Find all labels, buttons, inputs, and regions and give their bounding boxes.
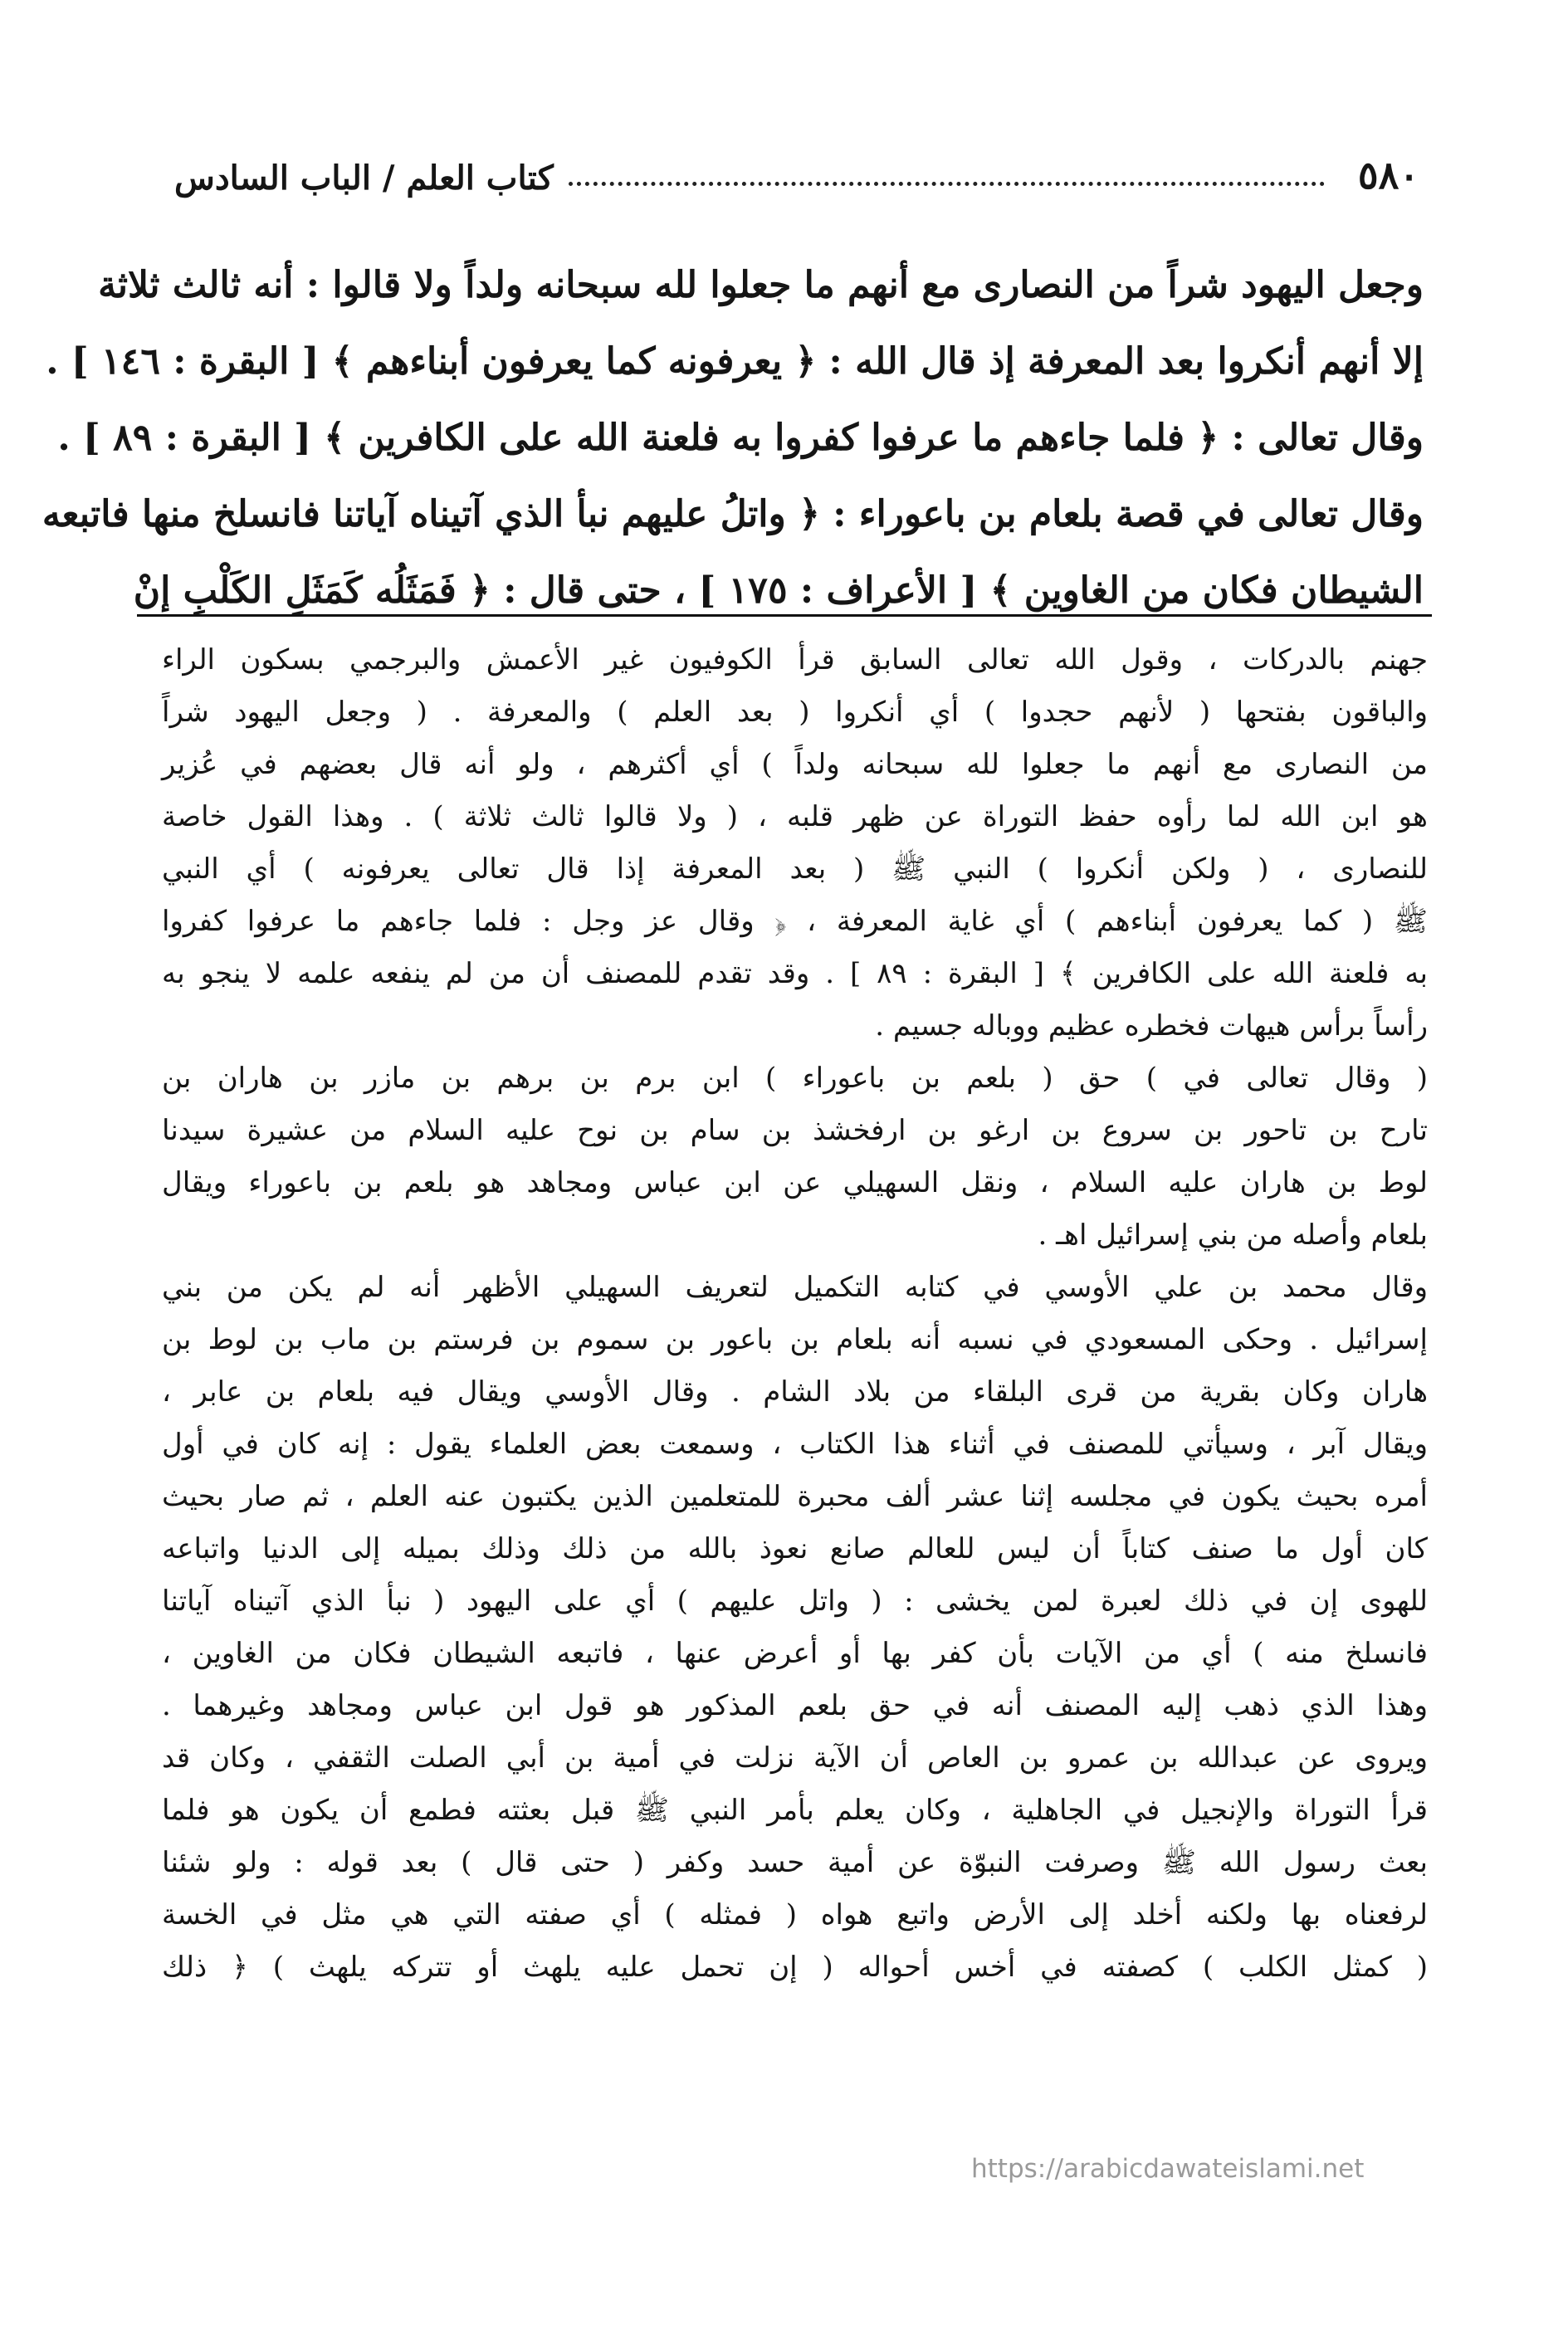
- commentary-line: ويقال آبر ، وسيأتي للمصنف في أثناء هذا الكتاب ، وسمعت بعض العلماء يقول : إنه كان في أول: [162, 1428, 1428, 1461]
- commentary-line: رأساً برأس هيهات فخطره عظيم ووباله جسيم .: [875, 1009, 1428, 1043]
- text-divider: [137, 614, 1432, 617]
- commentary-line: أمره بحيث يكون في مجلسه إثنا عشر ألف محبرة للمتعلمين الذين يكتبون عنه العلم ، ثم صار بحيث: [162, 1480, 1428, 1513]
- header-dotted-leader: [569, 182, 1325, 186]
- running-header: [174, 139, 1419, 198]
- commentary-text: [162, 634, 1428, 1994]
- header-title: كتاب العلم / الباب السادس: [174, 159, 554, 198]
- main-text-line: وقال تعالى في قصة بلعام بن باعوراء : ﴿ واتلُ عليهم نبأ الذي آتيناه آياتنا فانسلخ منها فاتبعه: [42, 493, 1424, 535]
- commentary-line: ( وقال تعالى في ) حق ( بلعم بن باعوراء ) ابن برم بن برهم بن مازر بن هاران بن: [162, 1062, 1428, 1095]
- main-text-line: إلا أنهم أنكروا بعد المعرفة إذ قال الله : ﴿ يعرفونه كما يعرفون أبناءهم ﴾ [ البقرة : ١٤٦ ] .: [46, 340, 1424, 383]
- commentary-line: بلعام وأصله من بني إسرائيل اهـ .: [1038, 1218, 1428, 1252]
- commentary-line: كان أول ما صنف كتاباً أن ليس للعالم صانع نعوذ بالله من ذلك وذلك بميله إلى الدنيا واتباعه: [162, 1532, 1428, 1565]
- commentary-line: ويروى عن عبدالله بن عمرو بن العاص أن الآية نزلت في أمية بن أبي الصلت الثقفي ، وكان قد: [162, 1741, 1428, 1775]
- commentary-line: وهذا الذي ذهب إليه المصنف أنه في حق بلعم المذكور هو قول ابن عباس ومجاهد وغيرهما .: [162, 1689, 1428, 1722]
- main-text-line: الشيطان فكان من الغاوين ﴾ [ الأعراف : ١٧٥ ] ، حتى قال : ﴿ فَمَثَلُه كَمَثَلِ الكَلْبِ إنْ: [133, 569, 1424, 612]
- commentary-line: قرأ التوراة والإنجيل في الجاهلية ، وكان يعلم بأمر النبي ﷺ قبل بعثته فطمع أن يكون هو فلما: [162, 1794, 1428, 1827]
- main-text-line: وجعل اليهود شراً من النصارى مع أنهم ما جعلوا لله سبحانه ولداً ولا قالوا : أنه ثالث ثلاثة: [98, 264, 1424, 306]
- commentary-line: ( كمثل الكلب ) كصفته في أخس أحواله ( إن تحمل عليه يلهث أو تتركه يلهث ) ﴿ ذلك: [162, 1951, 1428, 1984]
- website-watermark: https://arabicdawateislami.net: [971, 2154, 1365, 2184]
- commentary-line: وقال محمد بن علي الأوسي في كتابه التكميل لتعريف السهيلي الأظهر أنه لم يكن من بني: [162, 1271, 1428, 1304]
- main-text-line: وقال تعالى : ﴿ فلما جاءهم ما عرفوا كفروا به فلعنة الله على الكافرين ﴾ [ البقرة : ٨٩ ] .: [57, 417, 1424, 459]
- commentary-line: جهنم بالدركات ، وقول الله تعالى السابق قرأ الكوفيون غير الأعمش والبرجمي بسكون الراء: [162, 643, 1428, 676]
- commentary-line: به فلعنة الله على الكافرين ﴾ [ البقرة : ٨٩ ] . وقد تقدم للمصنف أن من لم ينفعه علمه لا ينجو به: [162, 957, 1429, 990]
- commentary-line: تارح بن تاحور بن سروع بن ارغو بن ارفخشذ بن سام بن نوح عليه السلام من عشيرة سيدنا: [162, 1114, 1428, 1147]
- commentary-line: لوط بن هاران عليه السلام ، ونقل السهيلي عن ابن عباس ومجاهد هو بلعم بن باعوراء ويقال: [162, 1166, 1428, 1199]
- commentary-line: فانسلخ منه ) أي من الآيات بأن كفر بها أو أعرض عنها ، فاتبعه الشيطان فكان من الغاوين ،: [162, 1637, 1428, 1670]
- commentary-line: من النصارى مع أنهم ما جعلوا لله سبحانه ولداً ) أي أكثرهم ، ولو أنه قال بعضهم في عُزير: [162, 748, 1428, 781]
- commentary-line: لرفعناه بها ولكنه أخلد إلى الأرض واتبع هواه ( فمثله ) أي صفته التي هي مثل في الخسة: [162, 1898, 1428, 1931]
- main-text: [42, 247, 1424, 629]
- commentary-line: للنصارى ، ( ولكن أنكروا ) النبي ﷺ ( بعد المعرفة إذا قال تعالى يعرفونه ) أي النبي: [162, 852, 1428, 886]
- commentary-line: والباقون بفتحها ( لأنهم حجدوا ) أي أنكروا ( بعد العلم ) والمعرفة . ( وجعل اليهود شراً: [162, 696, 1428, 729]
- commentary-line: هو ابن الله لما رأوه حفظ التوراة عن ظهر قلبه ، ( ولا قالوا ثالث ثلاثة ) . وهذا القول خاصة: [162, 800, 1428, 833]
- commentary-line: ﷺ ( كما يعرفون أبناءهم ) أي غاية المعرفة ، ﴿ وقال عز وجل : فلما جاءهم ما عرفوا كفروا: [162, 905, 1428, 938]
- commentary-line: للهوى إن في ذلك لعبرة لمن يخشى : ( واتل عليهم ) أي على اليهود ( نبأ الذي آتيناه آياتنا: [162, 1585, 1428, 1618]
- commentary-line: هاران وكان بقرية من قرى البلقاء من بلاد الشام . وقال الأوسي ويقال فيه بلعام بن عابر ،: [162, 1375, 1428, 1409]
- page-number: ٥٨٠: [1357, 153, 1419, 198]
- commentary-line: إسرائيل . وحكى المسعودي في نسبه أنه بلعام بن باعور بن سموم بن فرستم بن ماب بن لوط بن: [162, 1323, 1428, 1356]
- commentary-line: بعث رسول الله ﷺ وصرفت النبوّة عن أمية حسد وكفر ( حتى قال ) بعد قوله : ولو شئنا: [162, 1846, 1428, 1879]
